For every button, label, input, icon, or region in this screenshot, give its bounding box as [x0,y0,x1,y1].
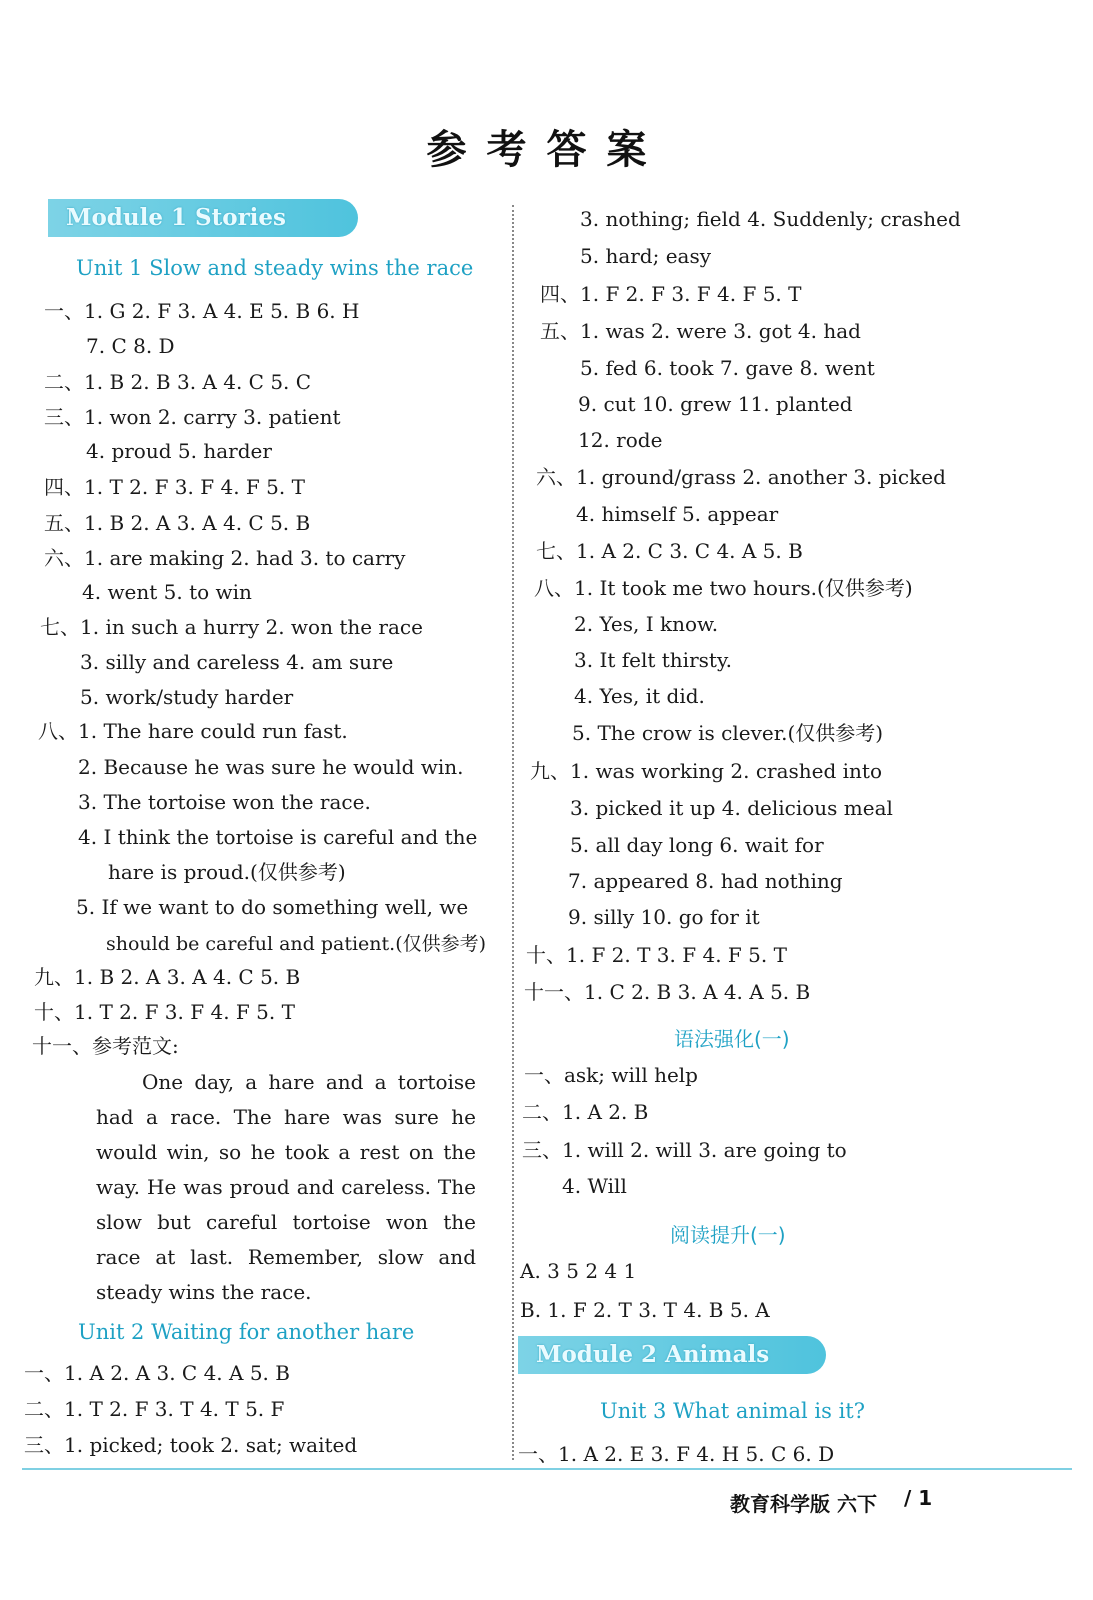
answer-line: 5. all day long 6. wait for [570,833,824,857]
answer-line: 3. The tortoise won the race. [78,790,371,814]
answer-line: hare is proud.(仅供参考) [108,860,346,884]
answer-line: 十、1. T 2. F 3. F 4. F 5. T [34,1000,295,1024]
answer-line: 3. silly and careless 4. am sure [80,650,394,674]
answer-line: 十一、1. C 2. B 3. A 4. A 5. B [524,980,811,1004]
answer-line: 一、1. G 2. F 3. A 4. E 5. B 6. H [44,299,360,323]
answer-line: 三、1. will 2. will 3. are going to [522,1138,847,1162]
answer-line: 5. fed 6. took 7. gave 8. went [580,356,875,380]
answer-line: A. 3 5 2 4 1 [520,1259,637,1283]
answer-line: should be careful and patient.(仅供参考) [106,933,487,955]
module-1-banner: Module 1 Stories [48,199,358,237]
answer-line: 4. proud 5. harder [86,439,272,463]
page-title: 参考答案 [426,127,667,173]
answer-line: 二、1. A 2. B [522,1100,649,1124]
answer-line: 二、1. B 2. B 3. A 4. C 5. C [44,370,312,394]
answer-line: 4. Yes, it did. [574,684,705,708]
answer-line: 八、1. It took me two hours.(仅供参考) [534,576,913,600]
footer-edition: 教育科学版 六下 [730,1492,877,1516]
answer-line: 7. C 8. D [86,334,175,358]
answer-line: 六、1. ground/grass 2. another 3. picked [536,465,946,489]
answer-line: B. 1. F 2. T 3. T 4. B 5. A [520,1298,770,1322]
answer-line: 3. It felt thirsty. [574,648,732,672]
answer-line: 九、1. B 2. A 3. A 4. C 5. B [34,965,301,989]
answer-line: 4. himself 5. appear [576,502,779,526]
sample-essay: One day, a hare and a tortoise had a race. The hare was sure he would win, so he took a rest on the way. He was proud and careless. The slow but careful tortoise won the race at last. Remember, slow and steady wins the race. [96,1070,476,1304]
answer-line: 4. went 5. to win [82,580,252,604]
answer-line: 3. picked it up 4. delicious meal [570,796,893,820]
page-number: / 1 [904,1486,933,1510]
answer-line: 七、1. in such a hurry 2. won the race [40,615,423,639]
answer-line: 9. cut 10. grew 11. planted [578,392,853,416]
answer-line: 5. work/study harder [80,685,294,709]
answer-line: 5. If we want to do something well, we [76,895,469,919]
answer-line: 5. hard; easy [580,244,712,268]
answer-line: 4. Will [562,1174,627,1198]
answer-line: 9. silly 10. go for it [568,905,760,929]
footer-rule [22,1468,1072,1470]
answer-line: 2. Because he was sure he would win. [78,755,464,779]
answer-line: 一、1. A 2. A 3. C 4. A 5. B [24,1361,290,1385]
answer-line: 三、1. won 2. carry 3. patient [44,405,341,429]
answer-line: 三、1. picked; took 2. sat; waited [24,1433,358,1457]
answer-line: 2. Yes, I know. [574,612,719,636]
answer-line: 3. nothing; field 4. Suddenly; crashed [580,207,961,231]
answer-line: 四、1. T 2. F 3. F 4. F 5. T [44,475,305,499]
answer-line: 八、1. The hare could run fast. [38,719,348,743]
answer-line: 4. I think the tortoise is careful and the [78,825,478,849]
answer-line: 7. appeared 8. had nothing [568,869,843,893]
module-2-banner: Module 2 Animals [518,1336,826,1374]
answer-line: 12. rode [578,428,663,452]
answer-line: 五、1. was 2. were 3. got 4. had [540,319,861,343]
answer-line: 四、1. F 2. F 3. F 4. F 5. T [540,282,802,306]
unit-1-title: Unit 1 Slow and steady wins the race [76,256,474,280]
answer-line: 5. The crow is clever.(仅供参考) [572,721,884,745]
answer-line: 六、1. are making 2. had 3. to carry [44,546,406,570]
unit-3-title: Unit 3 What animal is it? [600,1399,866,1423]
answer-line: 二、1. T 2. F 3. T 4. T 5. F [24,1397,285,1421]
answer-line: 十、1. F 2. T 3. F 4. F 5. T [526,943,787,967]
unit-2-title: Unit 2 Waiting for another hare [78,1320,415,1344]
grammar-section-heading: 语法强化(一) [674,1027,790,1051]
answer-line: 十一、参考范文: [32,1034,179,1058]
answer-line: 九、1. was working 2. crashed into [530,759,883,783]
column-divider [512,205,514,1460]
answer-line: 七、1. A 2. C 3. C 4. A 5. B [536,539,803,563]
answer-line: 一、ask; will help [524,1063,698,1087]
answer-line: 一、1. A 2. E 3. F 4. H 5. C 6. D [518,1442,835,1466]
answer-line: 五、1. B 2. A 3. A 4. C 5. B [44,511,311,535]
reading-section-heading: 阅读提升(一) [670,1223,786,1247]
